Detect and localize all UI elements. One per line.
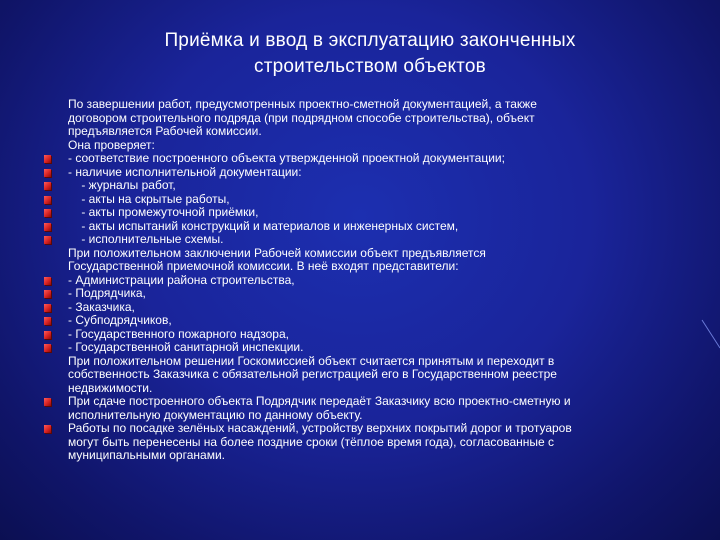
slide-title: [60, 28, 680, 80]
line-text: - Подрядчика,: [68, 286, 146, 300]
bullet-square-icon: [44, 236, 51, 244]
text-line: [40, 193, 680, 207]
line-text: - акты промежуточной приёмки,: [68, 205, 259, 219]
title-line-1: Приёмка и ввод в эксплуатацию законченных: [164, 30, 576, 51]
line-text: договором строительного подряда (при подрядном способе строительства), объект: [68, 110, 535, 125]
line-text: - Администрации района строительства,: [68, 272, 295, 287]
line-text: - Заказчика,: [68, 299, 135, 314]
text-line: [40, 220, 680, 234]
bullet-square-icon: [44, 290, 51, 298]
line-text: - акты на скрытые работы,: [68, 191, 230, 206]
text-line: [40, 436, 680, 450]
text-line: [40, 274, 680, 288]
line-text: муниципальными органами.: [68, 448, 225, 462]
text-line: [40, 166, 680, 180]
text-line: [40, 233, 680, 247]
text-line: [40, 139, 680, 153]
line-text: могут быть перенесены на более поздние сроки (тёплое время года), согласованные с: [68, 434, 554, 449]
line-text: Государственной приемочной комиссии. В неё входят представители:: [68, 259, 459, 273]
text-line: [40, 98, 680, 112]
line-text: недвижимости.: [68, 380, 153, 395]
bullet-square-icon: [44, 196, 51, 204]
text-line: [40, 301, 680, 315]
bullet-square-icon: [44, 344, 51, 352]
bullet-square-icon: [44, 182, 51, 190]
decorative-line-icon: [700, 318, 720, 358]
line-text: - акты испытаний конструкций и материалов и инженерных систем,: [68, 218, 459, 233]
text-line: [40, 355, 680, 369]
text-line: [40, 449, 680, 463]
bullet-square-icon: [44, 398, 51, 406]
line-text: - Государственной санитарной инспекции.: [68, 340, 304, 354]
text-line: [40, 179, 680, 193]
line-text: предъявляется Рабочей комиссии.: [68, 124, 262, 138]
line-text: - Государственного пожарного надзора,: [68, 326, 289, 341]
text-line: [40, 341, 680, 355]
bullet-square-icon: [44, 155, 51, 163]
line-text: - Субподрядчиков,: [68, 313, 172, 327]
text-line: [40, 206, 680, 220]
text-line: [40, 112, 680, 126]
text-line: [40, 328, 680, 342]
text-line: [40, 287, 680, 301]
text-line: [40, 395, 680, 409]
bullet-square-icon: [44, 331, 51, 339]
bullet-square-icon: [44, 277, 51, 285]
text-line: [40, 152, 680, 166]
line-text: Она проверяет:: [68, 137, 155, 152]
text-line: [40, 422, 680, 436]
slide-body: [40, 98, 680, 463]
title-line-2: строительством объектов: [254, 56, 486, 77]
line-text: - исполнительные схемы.: [68, 232, 224, 246]
line-text: По завершении работ, предусмотренных проектно-сметной документацией, а также: [68, 97, 537, 111]
line-text: - соответствие построенного объекта утвержденной проектной документации;: [68, 151, 505, 165]
line-text: Работы по посадке зелёных насаждений, устройству верхних покрытий дорог и тротуаров: [68, 421, 572, 435]
line-text: При положительном заключении Рабочей комиссии объект предъявляется: [68, 245, 486, 260]
text-line: [40, 314, 680, 328]
text-line: [40, 125, 680, 139]
text-line: [40, 260, 680, 274]
bullet-square-icon: [44, 317, 51, 325]
bullet-square-icon: [44, 425, 51, 433]
line-text: - наличие исполнительной документации:: [68, 164, 302, 179]
text-line: [40, 409, 680, 423]
line-text: При сдаче построенного объекта Подрядчик передаёт Заказчику всю проектно-сметную и: [68, 394, 571, 408]
text-line: [40, 368, 680, 382]
bullet-square-icon: [44, 209, 51, 217]
bullet-square-icon: [44, 223, 51, 231]
bullet-square-icon: [44, 304, 51, 312]
bullet-square-icon: [44, 169, 51, 177]
line-text: собственность Заказчика с обязательной регистрацией его в Государственном реестре: [68, 367, 557, 381]
line-text: При положительном решении Госкомиссией объект считается принятым и переходит в: [68, 353, 555, 368]
line-text: - журналы работ,: [68, 178, 176, 192]
text-line: [40, 382, 680, 396]
text-line: [40, 247, 680, 261]
line-text: исполнительную документацию по данному объекту.: [68, 407, 363, 422]
